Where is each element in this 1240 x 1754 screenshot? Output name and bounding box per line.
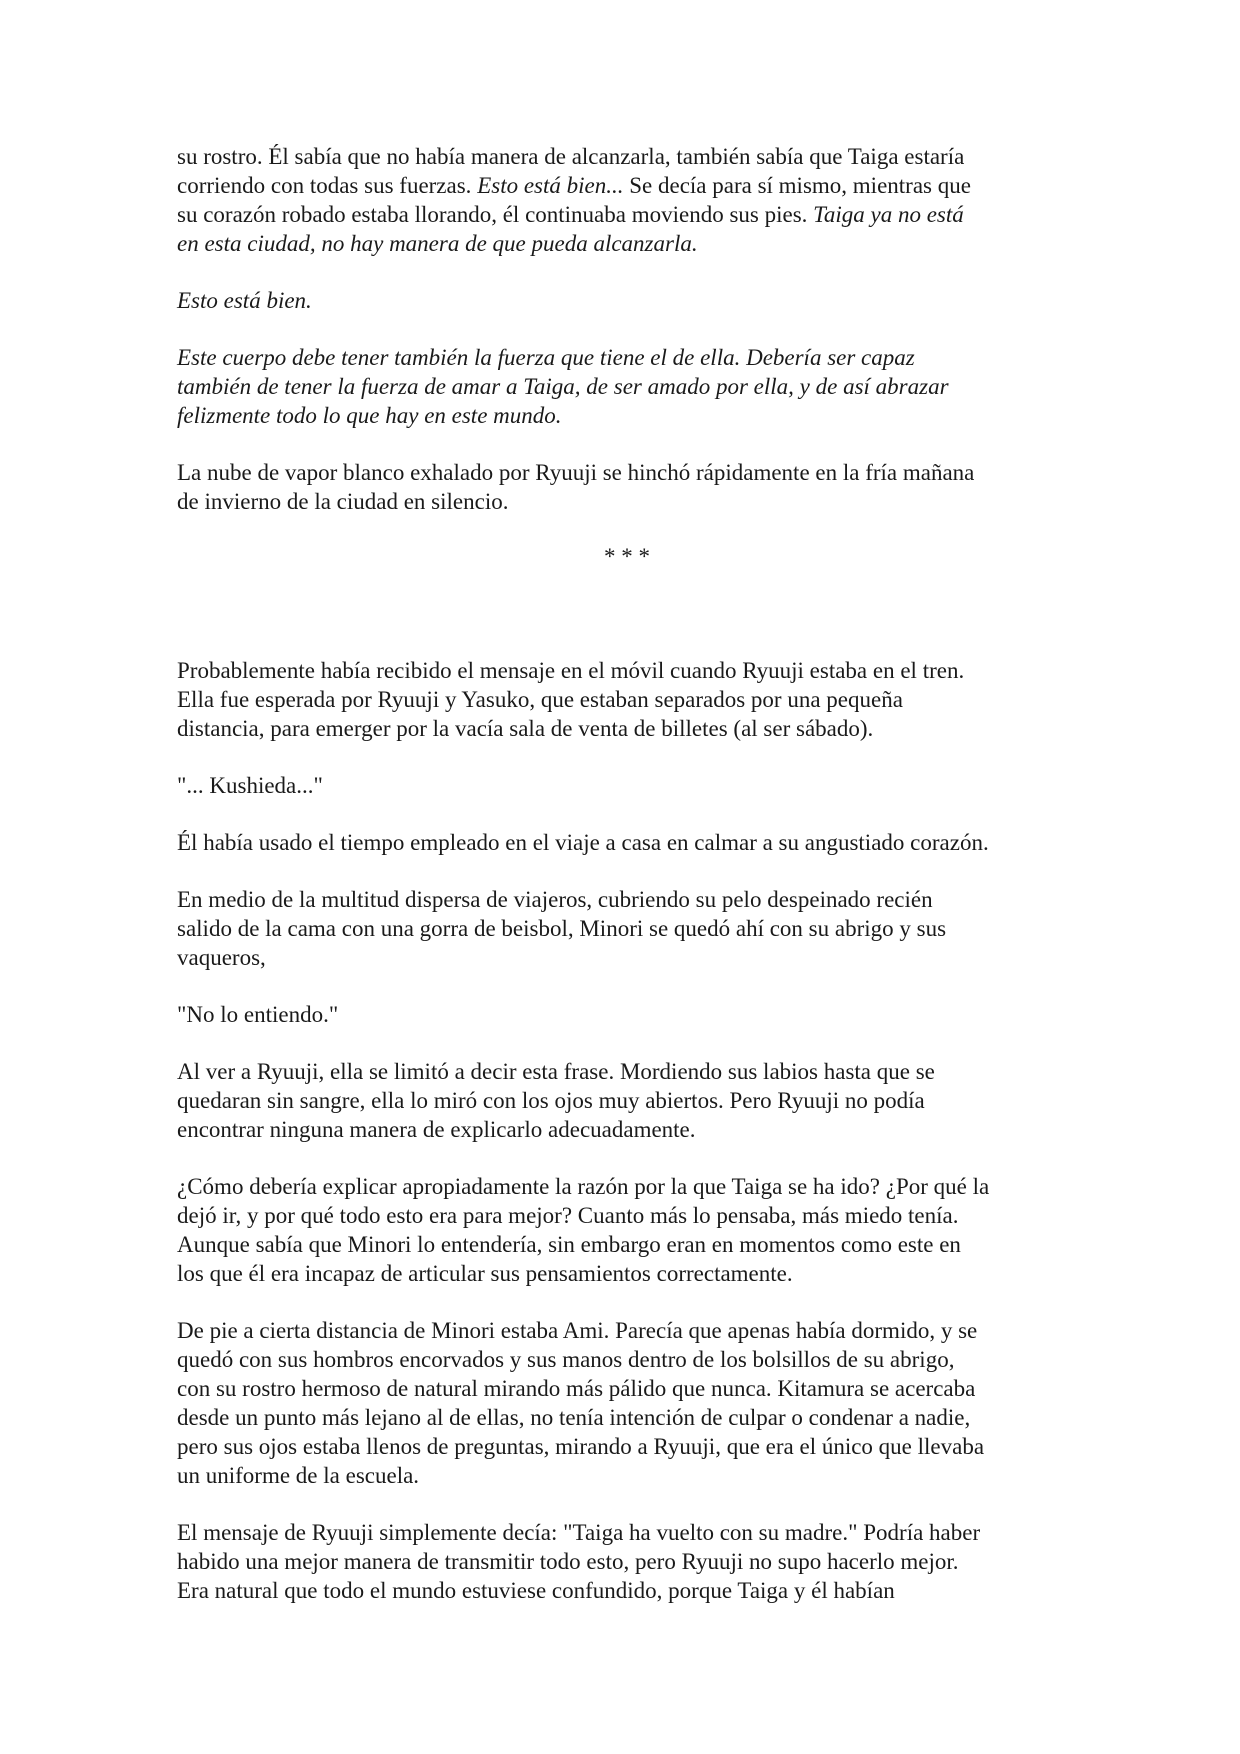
text-run: corriendo con todas sus fuerzas. bbox=[177, 173, 478, 198]
text-line: El mensaje de Ryuuji simplemente decía: "Taiga ha vuelto con su madre." Podría haber bbox=[177, 1520, 981, 1545]
text-line: distancia, para emerger por la vacía sala de venta de billetes (al ser sábado). bbox=[177, 716, 874, 741]
text-line: "... Kushieda..." bbox=[177, 773, 323, 798]
text-line: En medio de la multitud dispersa de viajeros, cubriendo su pelo despeinado recién bbox=[177, 887, 933, 912]
paragraph-6 bbox=[177, 771, 1077, 800]
section-separator: * * * bbox=[604, 544, 650, 569]
text-line: Al ver a Ryuuji, ella se limitó a decir esta frase. Mordiendo sus labios hasta que se bbox=[177, 1059, 935, 1084]
text-line: Aunque sabía que Minori lo entendería, sin embargo eran en momentos como este en bbox=[177, 1232, 961, 1257]
paragraph-10 bbox=[177, 1057, 1077, 1144]
paragraph-11 bbox=[177, 1172, 1077, 1288]
text-line: pero sus ojos estaba llenos de preguntas, mirando a Ryuuji, que era el único que llevaba bbox=[177, 1434, 985, 1459]
paragraph-2 bbox=[177, 286, 1077, 315]
paragraph-5 bbox=[177, 656, 1077, 743]
text-line: también de tener la fuerza de amar a Taiga, de ser amado por ella, y de así abrazar bbox=[177, 374, 949, 399]
text-line: los que él era incapaz de articular sus pensamientos correctamente. bbox=[177, 1261, 793, 1286]
paragraph-12 bbox=[177, 1316, 1077, 1490]
text-line: dejó ir, y por qué todo esto era para mejor? Cuanto más lo pensaba, más miedo tenía. bbox=[177, 1203, 959, 1228]
text-line bbox=[177, 171, 1077, 200]
text-line: Era natural que todo el mundo estuviese confundido, porque Taiga y él habían bbox=[177, 1578, 895, 1603]
text-run: su corazón robado estaba llorando, él continuaba moviendo sus pies. bbox=[177, 202, 814, 227]
text-line: vaqueros, bbox=[177, 945, 266, 970]
text-line: con su rostro hermoso de natural mirando más pálido que nunca. Kitamura se acercaba bbox=[177, 1376, 976, 1401]
paragraph-1 bbox=[177, 142, 1077, 258]
text-line: Ella fue esperada por Ryuuji y Yasuko, que estaban separados por una pequeña bbox=[177, 687, 903, 712]
text-line: De pie a cierta distancia de Minori estaba Ami. Parecía que apenas había dormido, y se bbox=[177, 1318, 978, 1343]
paragraph-7 bbox=[177, 828, 1077, 857]
text-line: Él había usado el tiempo empleado en el viaje a casa en calmar a su angustiado corazón. bbox=[177, 830, 989, 855]
text-line: salido de la cama con una gorra de beisbol, Minori se quedó ahí con su abrigo y sus bbox=[177, 916, 947, 941]
text-line: "No lo entiendo." bbox=[177, 1002, 339, 1027]
paragraph-9 bbox=[177, 1000, 1077, 1029]
text-line: en esta ciudad, no hay manera de que pueda alcanzarla. bbox=[177, 231, 698, 256]
paragraph-13 bbox=[177, 1518, 1077, 1605]
text-line: Esto está bien. bbox=[177, 288, 312, 313]
text-line: Probablemente había recibido el mensaje en el móvil cuando Ryuuji estaba en el tren. bbox=[177, 658, 965, 683]
italic-run: Taiga ya no está bbox=[813, 202, 964, 227]
paragraph-8 bbox=[177, 885, 1077, 972]
text-line: de invierno de la ciudad en silencio. bbox=[177, 489, 509, 514]
document-page bbox=[177, 142, 1077, 1605]
text-line: habido una mejor manera de transmitir todo esto, pero Ryuuji no supo hacerlo mejor. bbox=[177, 1549, 959, 1574]
text-run: Se decía para sí mismo, mientras que bbox=[623, 173, 971, 198]
italic-run: Esto está bien... bbox=[477, 173, 624, 198]
text-line bbox=[177, 200, 1077, 229]
text-line: quedaran sin sangre, ella lo miró con los ojos muy abiertos. Pero Ryuuji no podía bbox=[177, 1088, 925, 1113]
text-line: encontrar ninguna manera de explicarlo adecuadamente. bbox=[177, 1117, 696, 1142]
text-line: La nube de vapor blanco exhalado por Ryuuji se hinchó rápidamente en la fría mañana bbox=[177, 460, 975, 485]
text-line: su rostro. Él sabía que no había manera de alcanzarla, también sabía que Taiga estaría bbox=[177, 144, 965, 169]
text-line: un uniforme de la escuela. bbox=[177, 1463, 420, 1488]
text-line: desde un punto más lejano al de ellas, no tenía intención de culpar o condenar a nadie, bbox=[177, 1405, 971, 1430]
paragraph-3 bbox=[177, 343, 1077, 430]
text-line: Este cuerpo debe tener también la fuerza que tiene el de ella. Debería ser capaz bbox=[177, 345, 915, 370]
text-line: felizmente todo lo que hay en este mundo. bbox=[177, 403, 562, 428]
paragraph-4 bbox=[177, 458, 1077, 516]
text-line: quedó con sus hombros encorvados y sus manos dentro de los bolsillos de su abrigo, bbox=[177, 1347, 955, 1372]
text-line: ¿Cómo debería explicar apropiadamente la razón por la que Taiga se ha ido? ¿Por qué la bbox=[177, 1174, 990, 1199]
